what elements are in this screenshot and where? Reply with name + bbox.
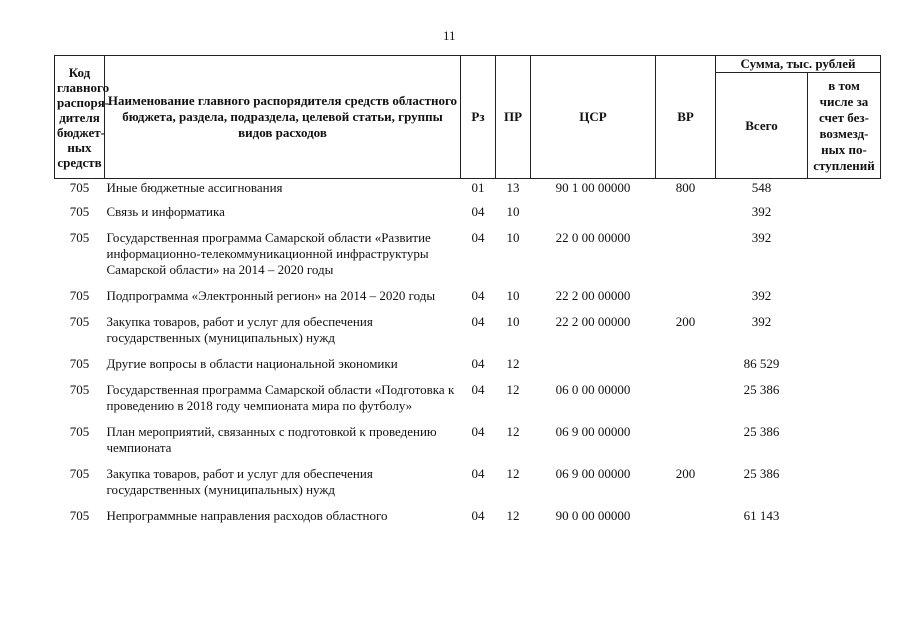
cell-incl [808,508,881,524]
table-row [55,288,881,314]
cell-rz: 04 [471,382,485,397]
cell-name: Закупка товаров, работ и услуг для обеспечения государственных (муниципальных) нужд [106,466,373,497]
header-name: Наименование главного распорядителя средств областного бюджета, раздела, подраздела, целевой статьи, группы видов расходов [105,56,461,179]
cell-rz: 04 [471,424,485,439]
cell-incl [808,466,881,508]
cell-total: 61 143 [743,508,780,523]
cell-total: 25 386 [743,424,780,439]
cell-pr: 12 [506,508,520,523]
cell-total: 392 [751,204,772,219]
cell-pr: 10 [506,230,520,245]
cell-name: План мероприятий, связанных с подготовкой к проведению чемпионата [106,424,437,455]
cell-vr [656,230,716,288]
cell-name: Подпрограмма «Электронный регион» на 2014 – 2020 годы [106,288,436,303]
cell-incl [808,382,881,424]
cell-rz: 04 [471,356,485,371]
header-code: Код главного распоря-дителя бюджет-ных средств [55,56,105,179]
header-total: Всего [716,73,808,179]
cell-name: Государственная программа Самарской области «Подготовка к проведению в 2018 году чемпионата мира по футболу» [106,382,455,413]
cell-rz: 04 [471,508,485,523]
page-number: 11 [443,28,456,43]
cell-incl [808,230,881,288]
header-rz: Рз [461,56,496,179]
cell-code: 705 [69,314,90,329]
table-row [55,204,881,230]
table-row [55,356,881,382]
cell-name: Связь и информатика [106,204,225,219]
cell-incl [808,424,881,466]
table-row [55,424,881,466]
header-csr: ЦСР [531,56,656,179]
cell-code: 705 [69,382,90,397]
cell-code: 705 [69,204,90,219]
cell-vr [656,204,716,230]
cell-total: 392 [751,230,772,245]
cell-vr [656,356,716,382]
header-sum: Сумма, тыс. рублей [716,56,881,73]
cell-csr: 90 0 00 00000 [555,508,631,523]
cell-total: 25 386 [743,382,780,397]
cell-vr [656,508,716,524]
cell-code: 705 [69,424,90,439]
cell-rz: 04 [471,314,485,329]
cell-rz: 01 [471,180,485,195]
table-row [55,179,881,205]
cell-code: 705 [69,230,90,245]
table-body [55,179,881,525]
table-row [55,466,881,508]
cell-csr: 22 0 00 00000 [555,230,631,245]
cell-code: 705 [69,466,90,481]
cell-total: 25 386 [743,466,780,481]
cell-incl [808,179,881,205]
table-row [55,508,881,524]
cell-total: 548 [751,180,772,195]
cell-csr: 90 1 00 00000 [555,180,631,195]
cell-incl [808,356,881,382]
cell-rz: 04 [471,230,485,245]
cell-vr: 200 [675,466,696,481]
header-pr: ПР [496,56,531,179]
cell-name: Непрограммные направления расходов областного [106,508,388,523]
cell-pr: 10 [506,288,520,303]
cell-incl [808,204,881,230]
cell-code: 705 [69,180,90,195]
cell-incl [808,314,881,356]
cell-incl [808,288,881,314]
header-vr: ВР [656,56,716,179]
table-row [55,230,881,288]
cell-csr [531,356,656,382]
cell-code: 705 [69,508,90,523]
cell-csr: 06 9 00 00000 [555,424,631,439]
budget-table [54,55,881,524]
cell-csr: 22 2 00 00000 [555,288,631,303]
cell-total: 392 [751,288,772,303]
cell-pr: 12 [506,424,520,439]
table-row [55,314,881,356]
cell-csr: 22 2 00 00000 [555,314,631,329]
cell-name: Государственная программа Самарской области «Развитие информационно-телекоммуникационной инфраструктуры Самарской области» на 2014 – 2020 годы [106,230,431,277]
cell-total: 86 529 [743,356,780,371]
cell-code: 705 [69,288,90,303]
cell-name: Закупка товаров, работ и услуг для обеспечения государственных (муниципальных) нужд [106,314,373,345]
cell-vr [656,382,716,424]
cell-csr [531,204,656,230]
cell-name: Иные бюджетные ассигнования [106,180,283,195]
cell-pr: 12 [506,382,520,397]
header-incl: в том числе за счет без-возмезд-ных по-ступлений [808,73,881,179]
cell-total: 392 [751,314,772,329]
cell-pr: 12 [506,466,520,481]
table-row [55,382,881,424]
cell-vr [656,424,716,466]
cell-pr: 10 [506,314,520,329]
cell-csr: 06 9 00 00000 [555,466,631,481]
cell-rz: 04 [471,288,485,303]
cell-vr [656,288,716,314]
cell-name: Другие вопросы в области национальной экономики [106,356,398,371]
cell-vr: 200 [675,314,696,329]
cell-pr: 13 [506,180,520,195]
cell-pr: 10 [506,204,520,219]
cell-vr: 800 [675,180,696,195]
cell-csr: 06 0 00 00000 [555,382,631,397]
cell-rz: 04 [471,466,485,481]
cell-rz: 04 [471,204,485,219]
cell-code: 705 [69,356,90,371]
cell-pr: 12 [506,356,520,371]
table-header [55,56,881,179]
